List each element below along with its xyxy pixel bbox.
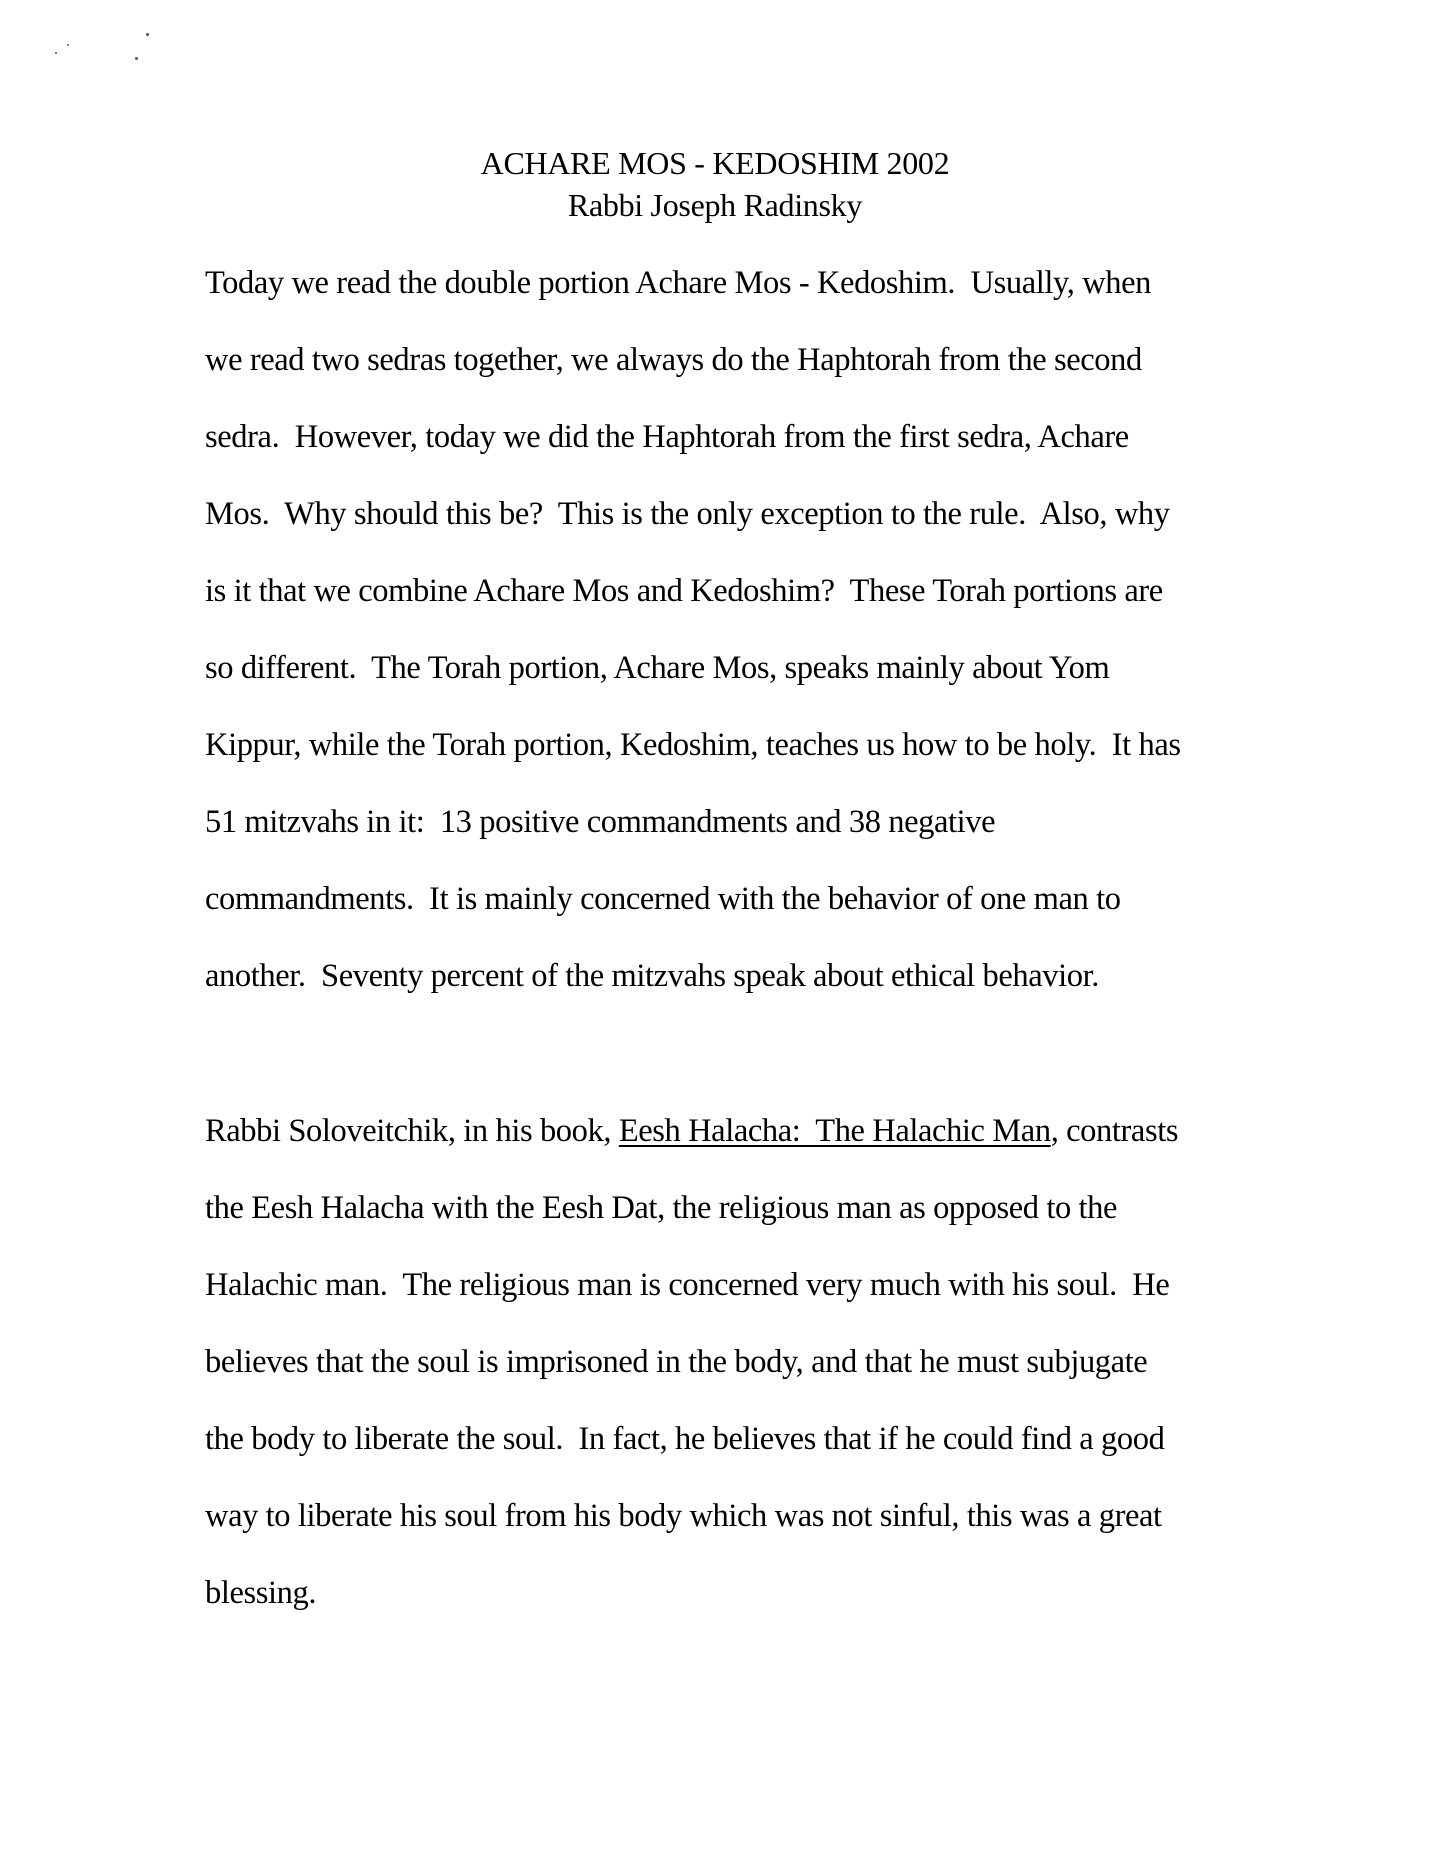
- scan-speck: [67, 44, 69, 46]
- text-line: Kippur, while the Torah portion, Kedoshim, teaches us how to be holy. It has: [205, 727, 1181, 763]
- paragraph-1: [205, 245, 1245, 1015]
- paragraph-2: [205, 1093, 1245, 1632]
- text-line: [205, 1093, 1245, 1170]
- text-line: Mos. Why should this be? This is the only exception to the rule. Also, why: [205, 496, 1170, 532]
- text-line: the Eesh Halacha with the Eesh Dat, the religious man as opposed to the: [205, 1190, 1118, 1226]
- document-author: Rabbi Joseph Radinsky: [567, 187, 863, 223]
- document-title: ACHARE MOS - KEDOSHIM 2002: [480, 145, 950, 181]
- book-title: Eesh Halacha: The Halachic Man: [618, 1113, 1051, 1149]
- text-line: the body to liberate the soul. In fact, he believes that if he could find a good: [205, 1421, 1165, 1457]
- text-line: believes that the soul is imprisoned in the body, and that he must subjugate: [205, 1344, 1148, 1380]
- text-line: we read two sedras together, we always do the Haphtorah from the second: [205, 342, 1142, 378]
- text-segment: , contrasts: [1050, 1113, 1179, 1149]
- text-segment: Rabbi Soloveitchik, in his book,: [205, 1113, 619, 1149]
- text-line: so different. The Torah portion, Achare Mos, speaks mainly about Yom: [205, 650, 1110, 686]
- text-line: way to liberate his soul from his body which was not sinful, this was a great: [205, 1498, 1162, 1534]
- scan-speck: [135, 57, 138, 60]
- text-line: 51 mitzvahs in it: 13 positive commandments and 38 negative: [205, 804, 996, 840]
- text-line: another. Seventy percent of the mitzvahs speak about ethical behavior.: [205, 958, 1099, 994]
- scan-speck: [55, 52, 57, 54]
- text-line: commandments. It is mainly concerned with the behavior of one man to: [205, 881, 1121, 917]
- text-line: is it that we combine Achare Mos and Kedoshim? These Torah portions are: [205, 573, 1163, 609]
- text-line: blessing.: [205, 1575, 317, 1611]
- scan-speck: [146, 33, 149, 36]
- text-line: sedra. However, today we did the Haphtorah from the first sedra, Achare: [205, 419, 1129, 455]
- text-line: Today we read the double portion Achare Mos - Kedoshim. Usually, when: [205, 265, 1152, 301]
- text-line: Halachic man. The religious man is concerned very much with his soul. He: [205, 1267, 1170, 1303]
